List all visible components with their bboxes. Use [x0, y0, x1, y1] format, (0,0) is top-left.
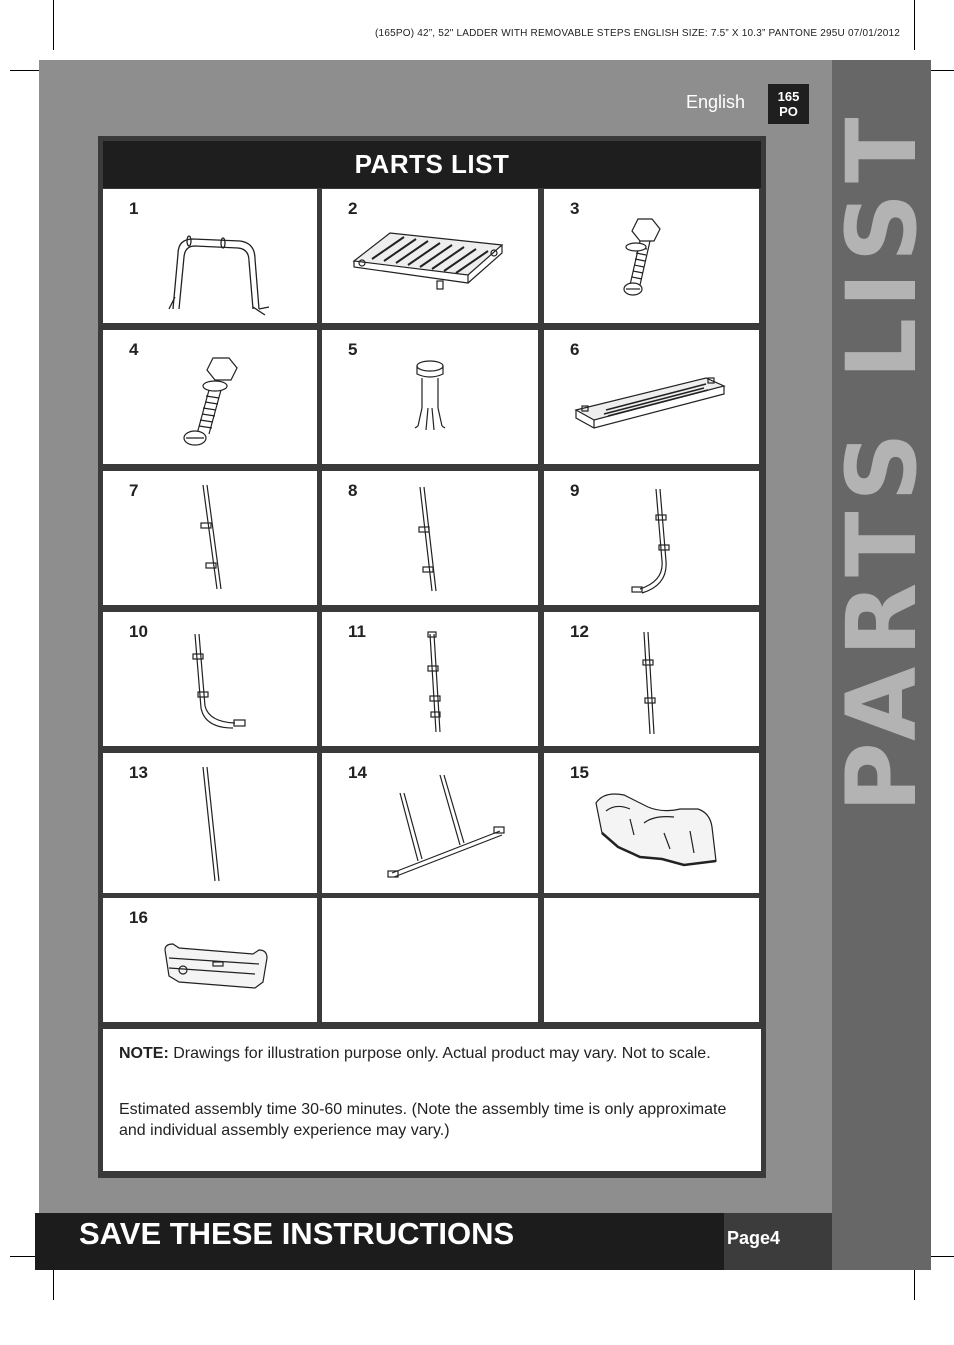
plain-straight-tube-icon — [103, 753, 317, 893]
part-cell — [544, 471, 759, 605]
part-cell — [544, 189, 759, 323]
part-cell — [544, 753, 759, 893]
parts-list-panel — [98, 136, 766, 1178]
part-cell — [103, 898, 317, 1022]
part-number: 16 — [129, 908, 148, 927]
part-cell — [322, 753, 538, 893]
u-shaped-handle-rail-icon — [103, 189, 317, 323]
slotted-step-tread-icon — [544, 330, 759, 464]
crop-mark — [10, 70, 40, 71]
straight-tube-two-brackets-icon — [322, 471, 538, 605]
note-box — [103, 1029, 761, 1171]
product-code-badge — [768, 84, 809, 124]
part-cell — [544, 612, 759, 746]
part-number: 7 — [129, 481, 139, 500]
crop-mark — [10, 1256, 36, 1257]
part-number: 10 — [129, 622, 148, 641]
crop-mark — [930, 70, 954, 71]
curved-tube-left-bend-icon — [103, 612, 317, 746]
part-number: 4 — [129, 340, 139, 359]
part-cell — [322, 471, 538, 605]
side-band — [825, 60, 938, 1270]
empty-cell — [544, 898, 759, 1022]
parts-list-title: PARTS LIST — [103, 141, 761, 188]
note-paragraph — [119, 1043, 739, 1064]
note-label: NOTE: — [119, 1045, 169, 1062]
part-number: 15 — [570, 763, 589, 782]
assembly-time-text: Estimated assembly time 30-60 minutes. (Note the assembly time is only approximate and individual assembly experience may vary.) — [119, 1101, 727, 1139]
crop-mark — [914, 0, 915, 50]
part-cell — [544, 330, 759, 464]
part-number: 11 — [348, 622, 366, 641]
part-cell — [103, 753, 317, 893]
footer-bar — [35, 1213, 724, 1270]
step-bracket-icon — [103, 898, 317, 1022]
part-number: 12 — [570, 622, 589, 641]
crop-mark — [53, 0, 54, 50]
part-cell — [322, 330, 538, 464]
crop-mark — [914, 1270, 915, 1300]
part-cell — [103, 189, 317, 323]
part-cell — [322, 189, 538, 323]
part-number: 9 — [570, 481, 580, 500]
straight-tube-two-brackets-icon — [103, 471, 317, 605]
part-number: 1 — [129, 199, 139, 218]
short-bolt-with-nut-icon — [544, 189, 759, 323]
slotted-step-platform-icon — [322, 189, 538, 323]
product-code-number: 165 — [777, 89, 800, 104]
part-number: 2 — [348, 199, 358, 218]
part-number: 3 — [570, 199, 580, 218]
save-instructions-text: SAVE THESE INSTRUCTIONS — [79, 1216, 515, 1251]
part-cell — [322, 612, 538, 746]
empty-cell — [322, 898, 538, 1022]
rubber-foot-cap-icon — [544, 753, 759, 893]
long-bolt-with-nut-icon — [103, 330, 317, 464]
product-code-suffix: PO — [779, 104, 798, 119]
snap-pin-clip-icon — [322, 330, 538, 464]
part-cell — [103, 330, 317, 464]
part-number: 13 — [129, 763, 148, 782]
part-number: 8 — [348, 481, 358, 500]
straight-tube-short-icon — [322, 612, 538, 746]
part-number: 14 — [348, 763, 367, 782]
page-number-box — [724, 1213, 832, 1270]
language-label: English — [686, 92, 746, 112]
page-number: Page4 — [727, 1228, 781, 1248]
note-text: Drawings for illustration purpose only. Actual product may vary. Not to scale. — [168, 1045, 711, 1062]
print-spec-line: (165PO) 42”, 52" LADDER WITH REMOVABLE STEPS ENGLISH SIZE: 7.5” X 10.3” PANTONE 295U 07/01/2012 — [375, 28, 900, 39]
part-cell — [103, 471, 317, 605]
part-number: 5 — [348, 340, 358, 359]
side-title: PARTS LIST — [825, 107, 938, 813]
part-number: 6 — [570, 340, 580, 359]
curved-tube-right-bend-icon — [544, 471, 759, 605]
h-frame-stabilizer-icon — [322, 753, 538, 893]
crop-mark — [53, 1270, 54, 1300]
straight-tube-long-icon — [544, 612, 759, 746]
part-cell — [103, 612, 317, 746]
crop-mark — [930, 1256, 954, 1257]
